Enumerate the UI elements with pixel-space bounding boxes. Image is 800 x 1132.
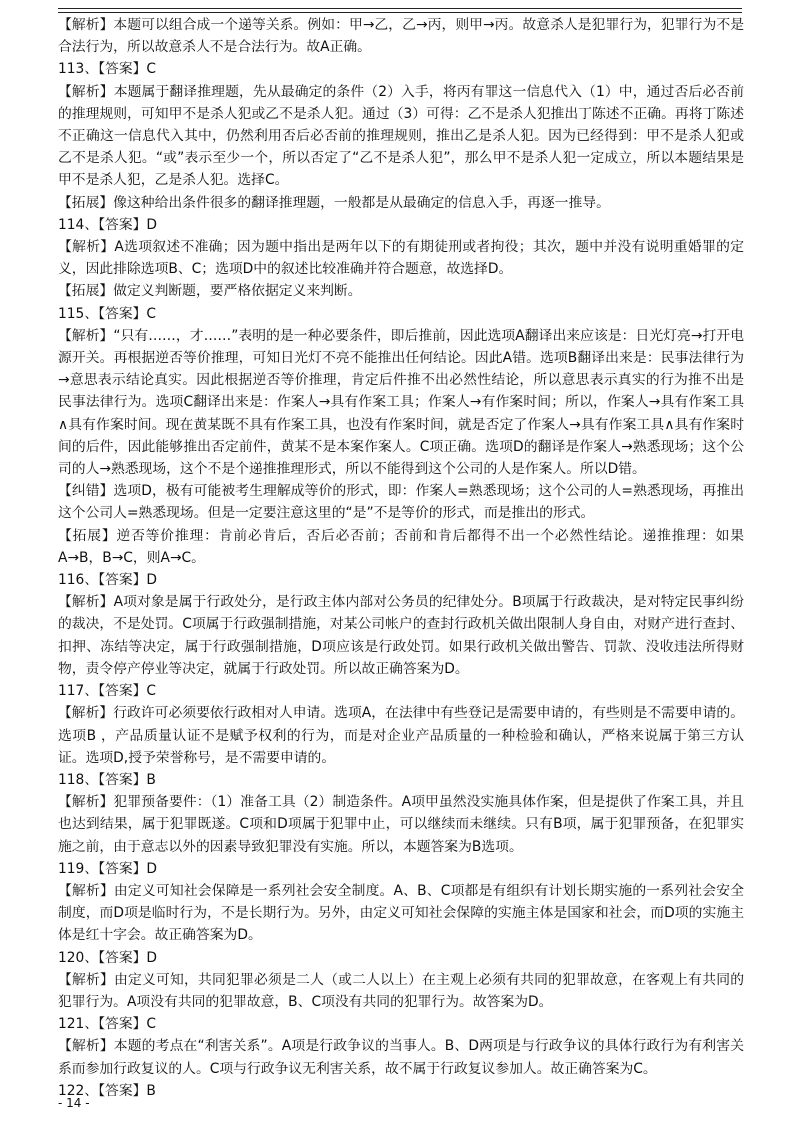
header-rule-bottom [58,12,742,13]
paragraph: 【解析】由定义可知社会保障是一系列社会安全制度。A、B、C项都是有组织有计划长期实施的一系列社会安全制度，而D项是临时行为，不是长期行为。另外，由定义可知社会保障的实施主体是国家和社会，而D项的实施主体是红十字会。故正确答案为D。 [58,882,744,944]
answer-heading: 116、【答案】D [58,572,158,589]
paragraph: 【解析】A选项叙述不准确；因为题中指出是两年以下的有期徒刑或者拘役；其次，题中并没有说明重婚罪的定义，因此排除选项B、C；选项D中的叙述比较准确并符合题意，故选择D。 [58,239,744,278]
paragraph: 【解析】A项对象是属于行政处分，是行政主体内部对公务员的纪律处分。B项属于行政裁决，是对特定民事纠纷的裁决，不是处罚。C项属于行政强制措施，对某公司帐户的查封行政机关做出限制人身自由，对财产进行查封、扣押、冻结等决定，属于行政强制措施，D项应该是行政处罚。如果行政机关做出警告、罚款、没收违法所得财物，责令停产停业等决定，就属于行政处罚。所以故正确答案为D。 [58,594,744,677]
answer-heading: 115、【答案】C [58,305,157,322]
paragraph: 【解析】“只有……，才……”表明的是一种必要条件，即后推前，因此选项A翻译出来应该是：日光灯亮→打开电源开关。再根据逆否等价推理，可知日光灯不亮不能推出任何结论。因此A错。选项B翻译出来是：民事法律行为→意思表示结论真实。因此根据逆否等价推理，肯定后件推不出必然性结论，所以意思表示真实的行为推不出是民事法律行为。选项C翻译出来是：作案人→具有作案工具；作案人→有作案时间；所以，作案人→具有作案工具∧具有作案时间。现在黄某既不具有作案工具，也没有作案时间，就是否定了作案人→具有作案工具∧具有作案时间的后件，因此能够推出否定前件，黄某不是本案作案人。C项正确。选项D的翻译是作案人→熟悉现场；这个公司的人→熟悉现场，这个不是个递推推理形式，所以不能得到这个公司的人是作案人。所以D错。 [58,327,744,478]
paragraph: 【解析】本题属于翻译推理题，先从最确定的条件（2）入手，将丙有罪这一信息代入（1）中，通过否后必否前的推理规则，可知甲不是杀人犯或乙不是杀人犯。通过（3）可得：乙不是杀人犯推出丁陈述不正确。再将丁陈述不正确这一信息代入其中，仍然利用否后必否前的推理规则，推出乙是杀人犯。因为已经得到：甲不是杀人犯或乙不是杀人犯。“或”表示至少一个，所以否定了“乙不是杀人犯”，那么甲不是杀人犯一定成立，所以本题结果是甲不是杀人犯，乙是杀人犯。选择C。 [58,83,744,189]
paragraph: 【解析】由定义可知，共同犯罪必须是二人（或二人以上）在主观上必须有共同的犯罪故意，在客观上有共同的犯罪行为。A项没有共同的犯罪故意，B、C项没有共同的犯罪行为。故答案为D。 [58,971,744,1010]
paragraph: 【解析】行政许可必须要依行政相对人申请。选项A，在法律中有些登记是需要申请的，有些则是不需要申请的。选项B ，产品质量认证不是赋予权利的行为，而是对企业产品质量的一种检验和确认，严格来说属于第三方认证。选项D,授予荣誉称号，是不需要申请的。 [58,705,744,766]
answer-heading: 121、【答案】C [58,1016,157,1033]
paragraph: 【拓展】做定义判断题，要严格依据定义来判断。 [58,283,362,300]
answer-heading: 120、【答案】D [58,949,158,966]
paragraph: 【解析】本题的考点在“利害关系”。A项是行政争议的当事人。B、D两项是与行政争议的具体行政行为有利害关系而参加行政复议的人。C项与行政争议无利害关系，故不属于行政复议参加人。故正确答案为C。 [58,1038,744,1077]
header-rule-top [58,8,742,9]
answer-key-body [58,14,744,1102]
page-number: - 14 - [58,1096,90,1110]
answer-heading: 119、【答案】D [58,860,158,877]
answer-heading: 114、【答案】D [58,216,158,233]
paragraph: 【纠错】选项D，极有可能被考生理解成等价的形式，即：作案人=熟悉现场；这个公司的人=熟悉现场，再推出这个公司人=熟悉现场。但是一定要注意这里的“是”不是等价的形式，而是推出的形式。 [58,483,744,522]
answer-heading: 113、【答案】C [58,61,157,78]
paragraph: 【拓展】像这种给出条件很多的翻译推理题，一般都是从最确定的信息入手，再逐一推导。 [58,194,610,211]
answer-heading: 122、【答案】B [58,1082,156,1099]
paragraph: 【解析】犯罪预备要件：（1）准备工具（2）制造条件。A项甲虽然没实施具体作案，但是提供了作案工具，并且也达到结果，属于犯罪既遂。C项和D项属于犯罪中止，可以继续而未继续。只有B项，属于犯罪预备，在犯罪实施之前，由于意志以外的因素导致犯罪没有实施。所以，本题答案为B选项。 [58,794,744,855]
answer-heading: 117、【答案】C [58,683,157,700]
paragraph: 【解析】本题可以组合成一个递等关系。例如：甲→乙，乙→丙，则甲→丙。故意杀人是犯罪行为，犯罪行为不是合法行为，所以故意杀人不是合法行为。故A正确。 [58,17,744,56]
answer-heading: 118、【答案】B [58,771,156,788]
paragraph: 【拓展】逆否等价推理：肯前必肯后，否后必否前；否前和肯后都得不出一个必然性结论。递推推理：如果A→B，B→C，则A→C。 [58,527,744,566]
